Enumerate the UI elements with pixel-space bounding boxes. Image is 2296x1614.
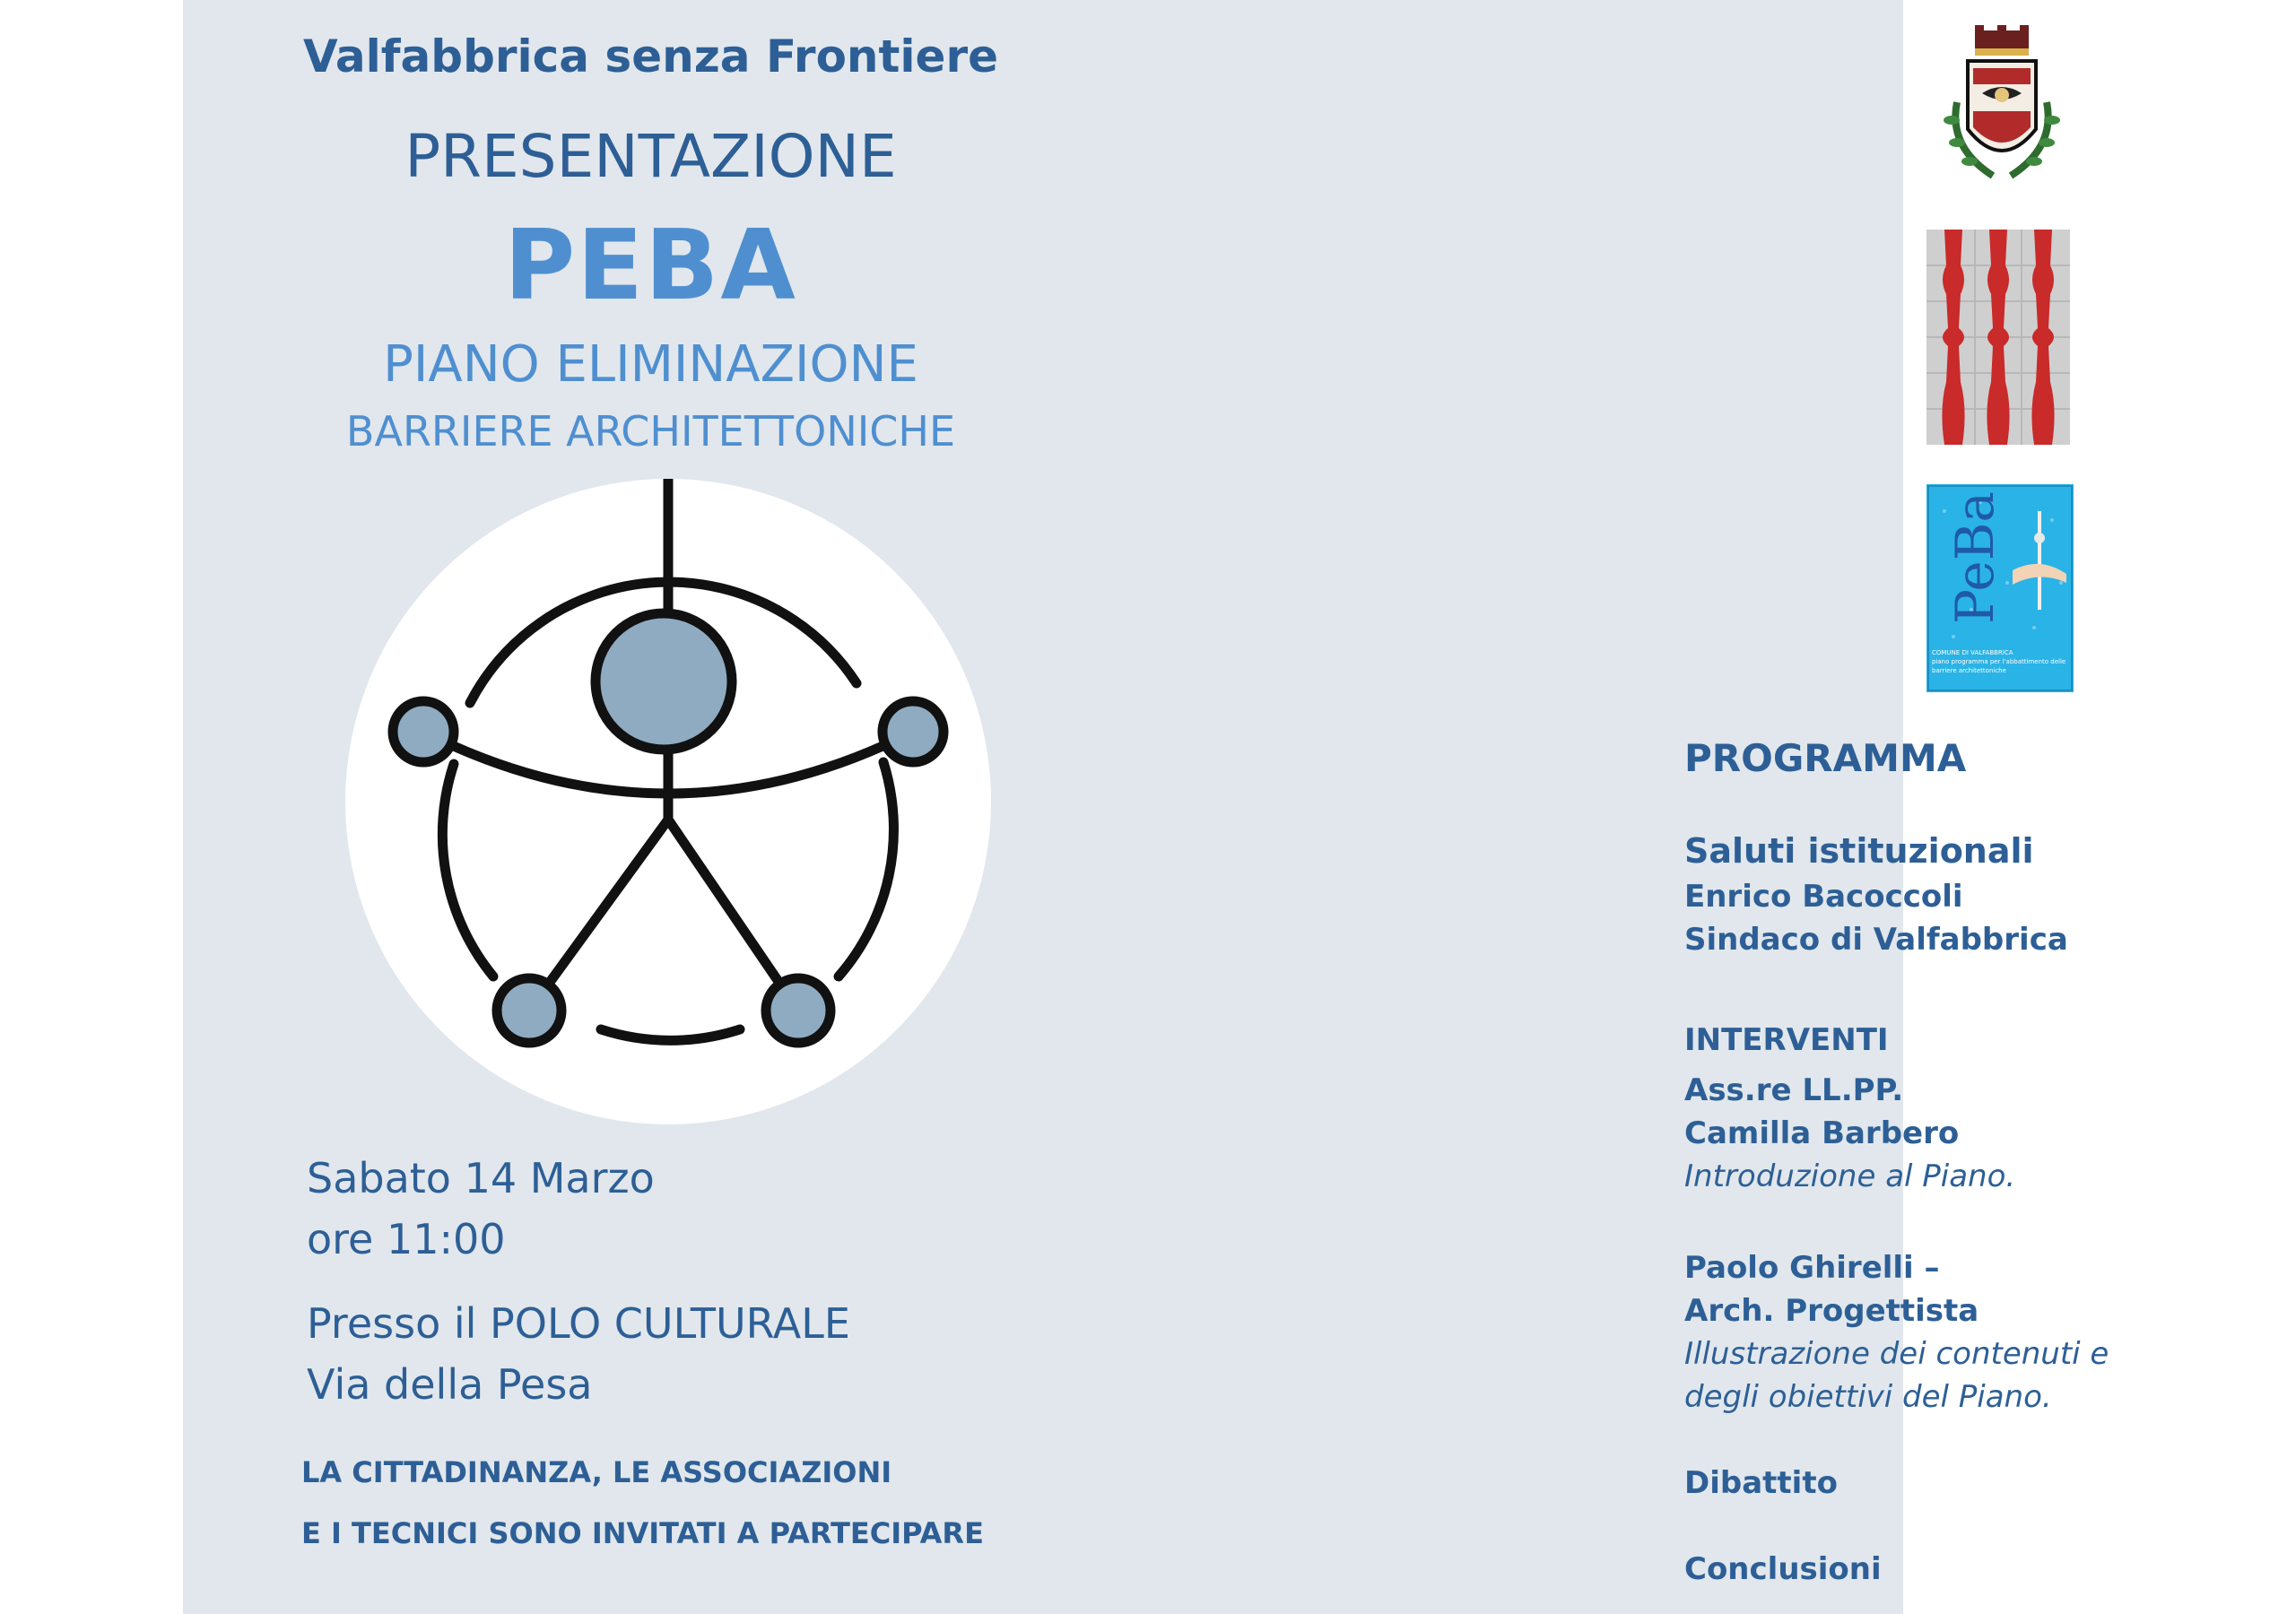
event-venue: Presso il POLO CULTURALE <box>307 1299 850 1348</box>
event-date-block <box>307 1148 655 1270</box>
greetings-name: Enrico Bacoccoli <box>1684 879 1963 915</box>
cover-caption-1: COMUNE DI VALFABBRICA <box>1932 649 2013 656</box>
greetings-block <box>1684 827 2068 961</box>
speaker1-role: Ass.re LL.PP. <box>1684 1072 1904 1108</box>
speaker2-role: Arch. Progettista <box>1684 1293 1979 1329</box>
speaker1-topic: Introduzione al Piano. <box>1684 1158 2016 1194</box>
event-venue-block <box>307 1293 850 1415</box>
speaker2-topic-line1: Illustrazione dei contenuti e <box>1684 1336 2109 1372</box>
interventions-heading: INTERVENTI <box>1684 1022 1889 1058</box>
invitation-line1: LA CITTADINANZA, LE ASSOCIAZIONI <box>301 1455 892 1489</box>
plan-name-line1: PIANO ELIMINAZIONE <box>383 335 918 394</box>
conclusions-item: Conclusioni <box>1684 1551 1882 1587</box>
plan-name-line2: BARRIERE ARCHITETTONICHE <box>345 407 956 456</box>
municipality-crest-icon <box>1930 22 2074 192</box>
debate-item: Dibattito <box>1684 1465 1838 1501</box>
event-time: ore 11:00 <box>307 1215 506 1263</box>
cover-caption-3: barriere architettoniche <box>1932 667 2006 674</box>
greetings-heading: Saluti istituzionali <box>1684 831 2034 871</box>
peba-document-cover-icon <box>1926 484 2074 692</box>
speaker2-name: Paolo Ghirelli – <box>1684 1250 1940 1286</box>
peba-title: PEBA <box>504 210 797 322</box>
invitation-line2: E I TECNICI SONO INVITATI A PARTECIPARE <box>301 1516 984 1550</box>
interventions-block <box>1684 1019 2015 1198</box>
speaker1-name: Camilla Barbero <box>1684 1115 1960 1151</box>
cover-caption-2: piano programma per l'abbattimento delle <box>1932 658 2066 665</box>
speaker2-topic-line2: degli obiettivi del Piano. <box>1684 1379 2052 1415</box>
event-address: Via della Pesa <box>307 1360 593 1409</box>
invitation-block <box>301 1442 984 1564</box>
presentation-heading: PRESENTAZIONE <box>404 122 897 191</box>
poster-subtitle: Valfabbrica senza Frontiere <box>302 30 999 82</box>
accessibility-emblem-icon <box>345 479 991 1124</box>
region-logo-icon <box>1926 230 2070 445</box>
program-title: PROGRAMMA <box>1684 736 1967 780</box>
speaker2-block <box>1684 1246 2109 1419</box>
event-date: Sabato 14 Marzo <box>307 1154 655 1202</box>
cover-title: PeBa <box>1944 491 2005 624</box>
greetings-role: Sindaco di Valfabbrica <box>1684 922 2068 958</box>
